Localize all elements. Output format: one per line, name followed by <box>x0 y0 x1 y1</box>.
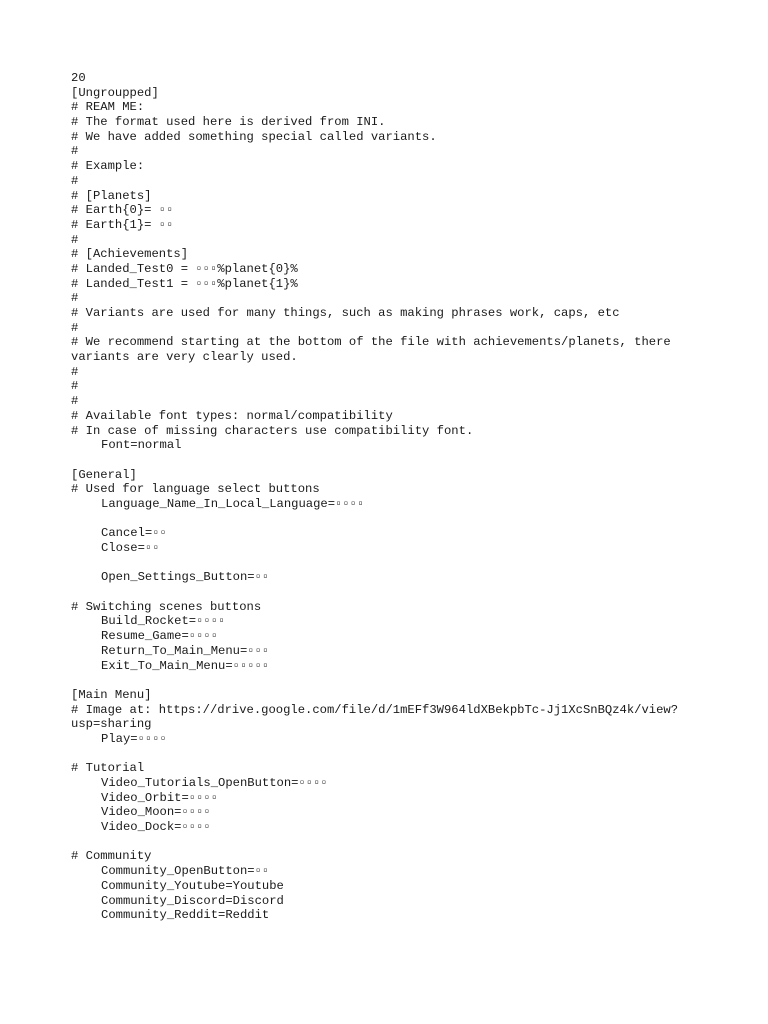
text-line: Video_Tutorials_OpenButton=▫▫▫▫ <box>101 776 328 790</box>
text-line: Language_Name_In_Local_Language=▫▫▫▫ <box>101 496 365 511</box>
text-line: # Landed_Test0 = ▫▫▫%planet{0}% <box>71 261 298 276</box>
text-line: # Image at: https://drive.google.com/file/d/1mEFf3W964ldXBekpbTc-Jj1XcSnBQz4k/view? <box>71 702 679 717</box>
text-line <box>71 673 711 688</box>
text-line: # Earth{0}= ▫▫ <box>71 203 174 218</box>
text-line: Video_Moon=▫▫▫▫ <box>101 805 211 820</box>
text-line: # Earth{1}= ▫▫ <box>71 217 174 232</box>
text-line: # [Achievements] <box>71 247 189 262</box>
text-line <box>71 835 711 850</box>
text-line: # Landed_Test1 = ▫▫▫%planet{1}% <box>71 276 298 291</box>
text-line: # <box>71 364 79 379</box>
text-line: Exit_To_Main_Menu=▫▫▫▫▫ <box>101 658 270 673</box>
text-line: Community_Discord=Discord <box>101 893 284 908</box>
text-line: # We recommend starting at the bottom of the file with achievements/planets, there <box>71 335 671 350</box>
text-line: # [Planets] <box>71 188 152 203</box>
text-line: Community_OpenButton=▫▫ <box>101 864 270 879</box>
text-line: Video_Orbit=▫▫▫▫ <box>101 790 219 805</box>
text-line: Resume_Game=▫▫▫▫ <box>101 629 219 644</box>
text-line: # Switching scenes buttons <box>71 599 262 614</box>
text-line <box>71 512 711 527</box>
text-line: # Example: <box>71 159 145 174</box>
text-line: [Main Menu] <box>71 687 152 702</box>
text-line: usp=sharing <box>71 717 152 732</box>
text-line: # <box>71 232 79 247</box>
text-line: # <box>71 291 79 306</box>
text-line: variants are very clearly used. <box>71 350 298 365</box>
text-line: Play=▫▫▫▫ <box>101 731 167 746</box>
text-line: Return_To_Main_Menu=▫▫▫ <box>101 643 270 658</box>
text-line: # <box>71 320 79 335</box>
text-line <box>71 556 711 571</box>
text-line: [General] <box>71 467 137 482</box>
text-line <box>71 585 711 600</box>
text-line <box>71 747 711 762</box>
document-text <box>71 71 711 923</box>
text-line: Open_Settings_Button=▫▫ <box>101 570 270 585</box>
text-line: Community_Reddit=Reddit <box>101 908 270 923</box>
text-line: # The format used here is derived from INI. <box>71 115 386 130</box>
text-line: # Used for language select buttons <box>71 482 320 497</box>
text-line: # REAM ME: <box>71 100 145 115</box>
text-line: # Available font types: normal/compatibility <box>71 408 393 423</box>
text-line: [Ungroupped] <box>71 85 159 100</box>
text-line: # We have added something special called variants. <box>71 129 437 144</box>
text-line: Cancel=▫▫ <box>101 526 167 541</box>
text-line: # In case of missing characters use compatibility font. <box>71 423 474 438</box>
text-line: Font=normal <box>101 438 182 453</box>
text-line: # <box>71 379 79 394</box>
text-line: # <box>71 173 79 188</box>
text-line: Community_Youtube=Youtube <box>101 878 284 893</box>
text-line: # <box>71 144 79 159</box>
text-line: # Community <box>71 849 152 864</box>
text-line: Video_Dock=▫▫▫▫ <box>101 820 211 835</box>
text-line: Close=▫▫ <box>101 541 160 555</box>
text-line: # Variants are used for many things, such as making phrases work, caps, etc <box>71 306 620 320</box>
text-line: 20 <box>71 71 86 85</box>
text-line: # Tutorial <box>71 761 145 776</box>
text-line: Build_Rocket=▫▫▫▫ <box>101 614 226 629</box>
text-line <box>71 453 711 468</box>
text-line: # <box>71 394 79 409</box>
